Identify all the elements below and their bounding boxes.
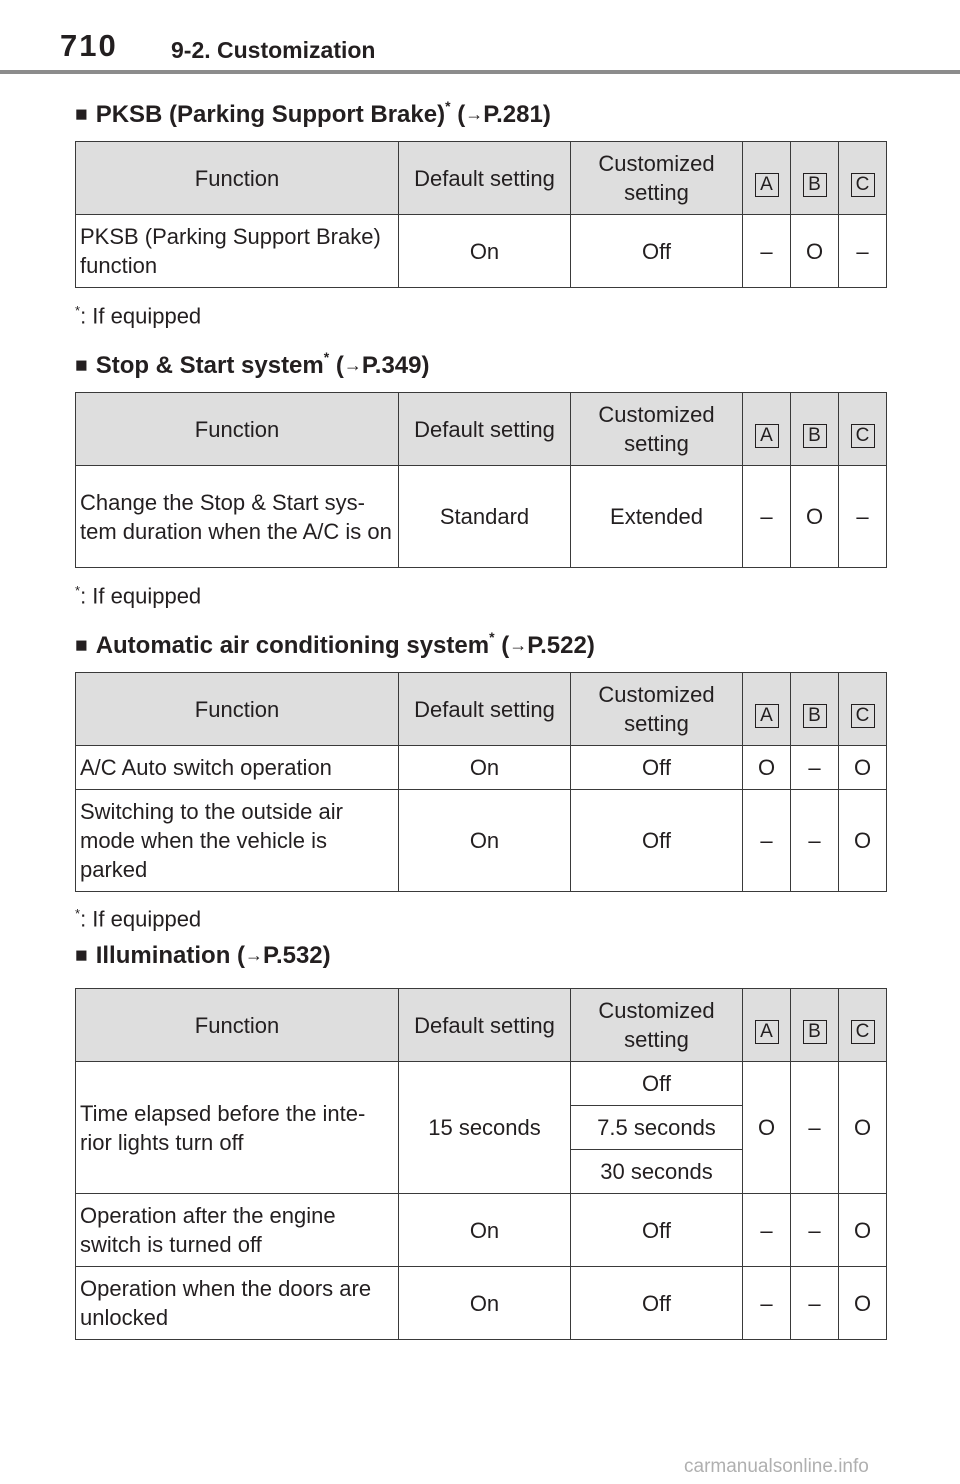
- col-a: A: [743, 142, 791, 215]
- cell-customized-option: 7.5 seconds: [571, 1106, 743, 1150]
- heading-air-conditioning: ■ Automatic air conditioning system* (→P.522): [75, 629, 595, 659]
- cell-customized: Off: [571, 1194, 743, 1267]
- bullet-square-icon: ■: [75, 354, 88, 377]
- cell-default: 15 seconds: [399, 1062, 571, 1194]
- table-illumination: [75, 988, 887, 1340]
- cell-customized-option: 30 seconds: [571, 1150, 743, 1194]
- col-c: C: [839, 393, 887, 466]
- cell-c: O: [839, 790, 887, 892]
- col-default: Default setting: [399, 673, 571, 746]
- table-row: [76, 790, 887, 892]
- col-function: Function: [76, 142, 399, 215]
- page-ref: P.281: [483, 101, 543, 128]
- page-ref: P.349: [361, 352, 422, 379]
- cell-b: –: [791, 790, 839, 892]
- section-title: 9-2. Customization: [171, 37, 376, 63]
- table-header-row: [76, 142, 887, 215]
- col-a: A: [743, 393, 791, 466]
- cell-b: –: [791, 1062, 839, 1194]
- cell-default: On: [399, 1267, 571, 1340]
- arrow-right-icon: →: [509, 635, 528, 655]
- footnote: *: If equipped: [75, 303, 202, 329]
- cell-customized: Off: [571, 215, 743, 288]
- heading-pksb: ■ PKSB (Parking Support Brake)* (→P.281): [75, 98, 551, 128]
- col-function: Function: [76, 673, 399, 746]
- col-default: Default setting: [399, 989, 571, 1062]
- footnote: *: If equipped: [75, 906, 202, 932]
- cell-function: PKSB (Parking Support Brake) function: [76, 215, 399, 288]
- col-b: B: [791, 989, 839, 1062]
- page-number: 710: [60, 28, 118, 63]
- cell-default: On: [399, 1194, 571, 1267]
- arrow-right-icon: →: [343, 355, 362, 375]
- cell-a: –: [743, 215, 791, 288]
- cell-customized: Off: [571, 746, 743, 790]
- cell-b: O: [791, 215, 839, 288]
- table-row: [76, 1267, 887, 1340]
- col-b: B: [791, 393, 839, 466]
- cell-c: –: [839, 215, 887, 288]
- cell-customized: Extended: [571, 466, 743, 568]
- arrow-right-icon: →: [465, 104, 484, 124]
- col-customized: Customized setting: [571, 989, 743, 1062]
- table-row: [76, 1194, 887, 1267]
- col-a: A: [743, 673, 791, 746]
- col-c: C: [839, 142, 887, 215]
- col-default: Default setting: [399, 393, 571, 466]
- table-header-row: [76, 673, 887, 746]
- cell-function: A/C Auto switch operation: [76, 746, 399, 790]
- cell-customized: Off: [571, 790, 743, 892]
- table-row: [76, 746, 887, 790]
- cell-b: –: [791, 1267, 839, 1340]
- heading-illumination: ■ Illumination (→P.532): [75, 942, 331, 969]
- col-a: A: [743, 989, 791, 1062]
- cell-c: O: [839, 746, 887, 790]
- table-pksb: [75, 141, 887, 288]
- page-ref: P.522: [527, 632, 587, 659]
- col-b: B: [791, 142, 839, 215]
- col-customized: Customized setting: [571, 393, 743, 466]
- bullet-square-icon: ■: [75, 944, 88, 967]
- table-stop-start: [75, 392, 887, 568]
- col-function: Function: [76, 393, 399, 466]
- cell-b: –: [791, 1194, 839, 1267]
- col-function: Function: [76, 989, 399, 1062]
- heading-stop-start: ■ Stop & Start system* (→P.349): [75, 349, 430, 379]
- table-air-conditioning: [75, 672, 887, 892]
- footnote: *: If equipped: [75, 583, 202, 609]
- arrow-right-icon: →: [245, 945, 264, 965]
- table-row: [76, 1062, 887, 1106]
- cell-a: –: [743, 1267, 791, 1340]
- cell-default: Standard: [399, 466, 571, 568]
- page-header: [0, 0, 960, 74]
- cell-a: O: [743, 746, 791, 790]
- table-header-row: [76, 989, 887, 1062]
- cell-default: On: [399, 790, 571, 892]
- bullet-square-icon: ■: [75, 634, 88, 657]
- col-default: Default setting: [399, 142, 571, 215]
- cell-a: –: [743, 1194, 791, 1267]
- bullet-square-icon: ■: [75, 103, 88, 126]
- col-customized: Customized setting: [571, 673, 743, 746]
- table-row: [76, 466, 887, 568]
- col-c: C: [839, 673, 887, 746]
- watermark: carmanualsonline.info: [684, 1456, 869, 1477]
- cell-customized-option: Off: [571, 1062, 743, 1106]
- cell-default: On: [399, 215, 571, 288]
- cell-c: O: [839, 1194, 887, 1267]
- col-c: C: [839, 989, 887, 1062]
- cell-c: O: [839, 1062, 887, 1194]
- cell-b: –: [791, 746, 839, 790]
- cell-default: On: [399, 746, 571, 790]
- cell-c: O: [839, 1267, 887, 1340]
- cell-a: O: [743, 1062, 791, 1194]
- cell-c: –: [839, 466, 887, 568]
- header-rule: [0, 70, 960, 74]
- cell-function: Operation after the engine switch is turned off: [76, 1194, 399, 1267]
- cell-function: Operation when the doors are unlocked: [76, 1267, 399, 1340]
- table-header-row: [76, 393, 887, 466]
- page-ref: P.532: [263, 942, 323, 969]
- cell-function: Change the Stop & Start sys-tem duration when the A/C is on: [76, 466, 399, 568]
- col-b: B: [791, 673, 839, 746]
- col-customized: Customized setting: [571, 142, 743, 215]
- cell-a: –: [743, 466, 791, 568]
- cell-b: O: [791, 466, 839, 568]
- cell-function: Switching to the outside air mode when the vehicle is parked: [76, 790, 399, 892]
- table-row: [76, 215, 887, 288]
- cell-a: –: [743, 790, 791, 892]
- cell-function: Time elapsed before the inte-rior lights turn off: [76, 1062, 399, 1194]
- cell-customized: Off: [571, 1267, 743, 1340]
